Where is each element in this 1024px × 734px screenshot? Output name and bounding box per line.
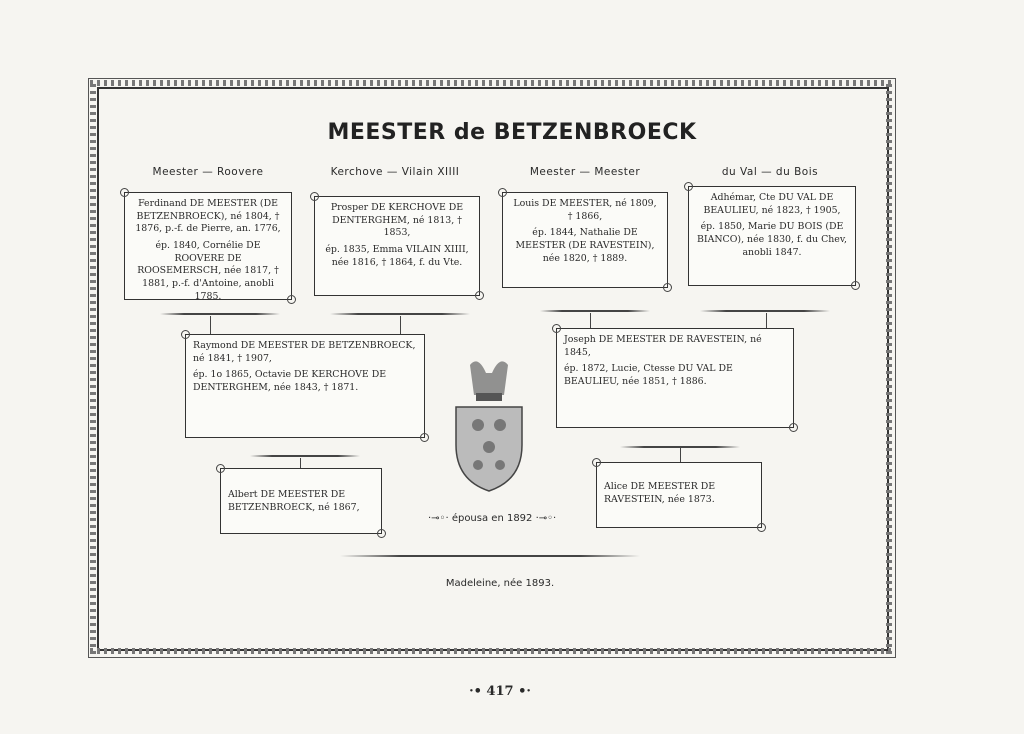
box-text: ép. 1844, Nathalie DE MEESTER (DE RAVESTEIN), née 1820, † 1889.	[515, 227, 655, 264]
swash-2	[330, 313, 470, 315]
box-text: Louis DE MEESTER, né 1809, † 1866,	[513, 198, 657, 222]
coat-of-arms-icon	[448, 355, 530, 495]
box-text: ép. 1872, Lucie, Ctesse DU VAL DE BEAULIEU, née 1851, † 1886.	[564, 363, 733, 388]
connector-left-b	[400, 316, 401, 334]
box-louis	[502, 192, 668, 288]
marriage-note: ·⊸◦· épousa en 1892 ·⊸◦·	[428, 513, 557, 524]
box-text: Albert DE MEESTER DE BETZENBROECK, né 1867,	[228, 489, 360, 513]
box-text: Joseph DE MEESTER DE RAVESTEIN, né 1845,	[564, 334, 762, 358]
ornament-left	[90, 80, 96, 654]
box-adhemar	[688, 186, 856, 286]
box-text: Ferdinand DE MEESTER (DE BETZENBROECK), né 1804, † 1876, p.-f. de Pierre, an. 1776,	[135, 198, 281, 235]
connector-alice	[680, 448, 681, 462]
box-text: ép. 1840, Cornélie DE ROOVERE DE ROOSEMERSCH, née 1817, † 1881, p.-f. d'Antoine, anobli 1785.	[137, 240, 279, 302]
page-number: ·• 417 •·	[469, 684, 531, 699]
box-albert	[220, 468, 382, 534]
column-head-4: du Val — du Bois	[721, 166, 819, 178]
box-text: Alice DE MEESTER DE RAVESTEIN, née 1873.	[604, 481, 716, 505]
box-text: Adhémar, Cte DU VAL DE BEAULIEU, né 1823, † 1905,	[703, 192, 841, 216]
connector-right-a	[590, 313, 591, 329]
box-text: ép. 1850, Marie DU BOIS (DE BIANCO), née 1830, f. du Chev, anobli 1847.	[696, 221, 847, 258]
ornament-right	[886, 80, 892, 654]
box-text: Raymond DE MEESTER DE BETZENBROECK, né 1841, † 1907,	[193, 340, 416, 364]
ornament-bottom	[90, 648, 892, 654]
child-name: Madeleine, née 1893.	[445, 578, 555, 589]
box-raymond	[185, 334, 425, 438]
box-text: ép. 1o 1865, Octavie DE KERCHOVE DE DENTERGHEM, née 1843, † 1871.	[193, 369, 387, 394]
page-title: MEESTER de BETZENBROECK	[327, 120, 697, 145]
swash-4	[700, 310, 830, 312]
swash-child	[340, 555, 640, 557]
column-head-2: Kerchove — Vilain XIIII	[330, 166, 460, 178]
swash-1	[160, 313, 280, 315]
ornament-top	[90, 80, 892, 86]
box-joseph	[556, 328, 794, 428]
connector-left-a	[210, 316, 211, 334]
connector-right-b	[766, 313, 767, 329]
box-prosper	[314, 196, 480, 296]
swash-5	[250, 455, 360, 457]
swash-3	[540, 310, 650, 312]
box-text: ép. 1835, Emma VILAIN XIIII, née 1816, † 1864, f. du Vte.	[325, 244, 469, 268]
swash-6	[620, 446, 740, 448]
column-head-3: Meester — Meester	[529, 166, 641, 178]
box-ferdinand	[124, 192, 292, 300]
column-head-1: Meester — Roovere	[152, 166, 264, 178]
box-alice	[596, 462, 762, 528]
box-text: Prosper DE KERCHOVE DE DENTERGHEM, né 1813, † 1853,	[330, 202, 464, 239]
